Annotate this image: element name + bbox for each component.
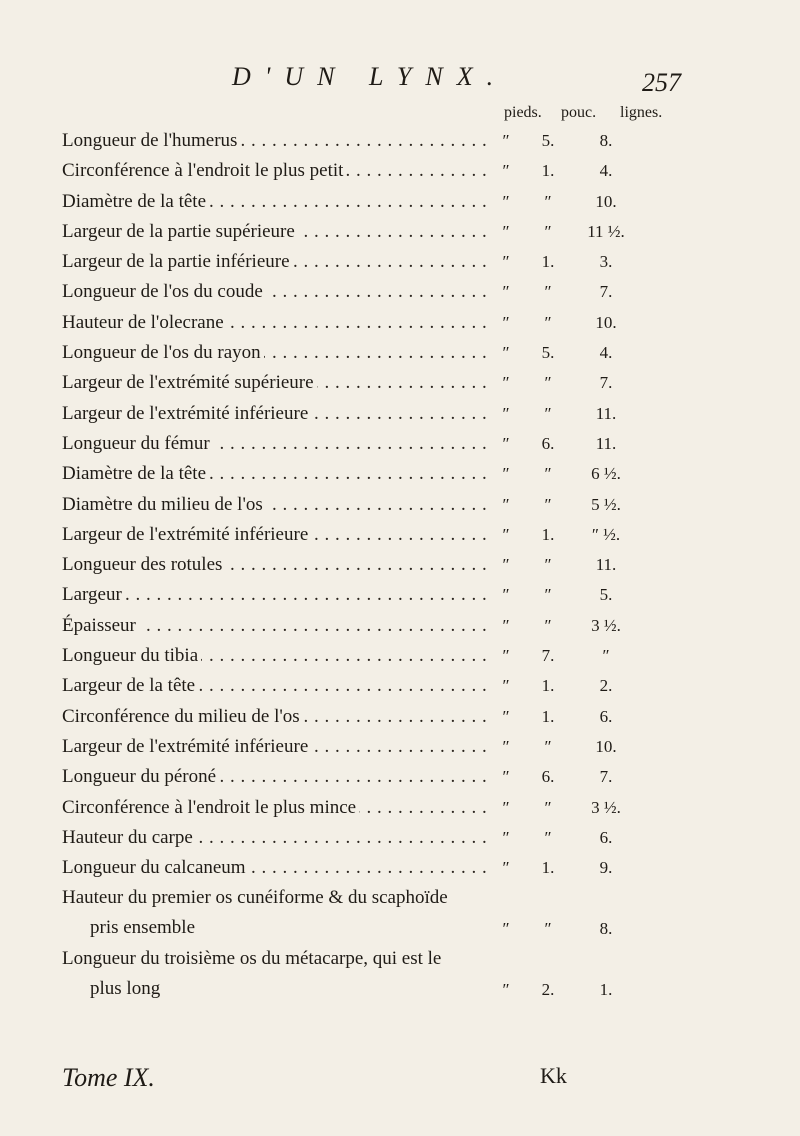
value-lignes: 10.	[595, 736, 617, 756]
value-pouc: 1.	[541, 706, 555, 726]
measurement-label-text: Diamètre de la tête	[62, 463, 209, 484]
measurement-label	[62, 762, 486, 792]
measurement-label-text: Longueur de l'os du coude	[62, 281, 266, 302]
measurement-label	[62, 247, 486, 277]
value-pouc: 6.	[541, 767, 555, 787]
value-pieds: ″	[502, 312, 510, 332]
value-pouc: 1.	[541, 252, 555, 272]
value-lignes: 8.	[599, 919, 613, 939]
measurement-label-text: Circonférence à l'endroit le plus mince	[62, 797, 359, 818]
measurement-label-text: Longueur du péroné	[62, 766, 219, 787]
value-lignes: 6 ½.	[591, 464, 621, 484]
measurement-label	[62, 793, 486, 823]
value-pieds: ″	[502, 676, 510, 696]
value-pieds: ″	[502, 221, 510, 241]
value-pieds: ″	[502, 736, 510, 756]
measurement-label	[62, 399, 486, 429]
measurement-label-text: Hauteur du carpe	[62, 827, 196, 848]
value-pouc: ″	[544, 615, 552, 635]
measurement-label	[62, 308, 486, 338]
measurement-label-text: Circonférence à l'endroit le plus petit	[62, 160, 346, 181]
measurement-label-continuation: pris ensemble	[62, 913, 494, 943]
table-row	[62, 156, 762, 186]
table-row	[62, 399, 762, 429]
value-lignes: 8.	[599, 131, 613, 150]
measurement-label	[62, 187, 486, 217]
value-pouc: ″	[544, 373, 552, 393]
measurement-label-text: Largeur de l'extrémité supérieure	[62, 372, 317, 393]
value-pouc: 1.	[541, 858, 555, 878]
table-row	[62, 217, 762, 247]
value-pieds: ″	[502, 403, 510, 423]
value-pouc: ″	[544, 797, 552, 817]
value-pieds: ″	[502, 555, 510, 575]
measurement-label	[62, 611, 486, 641]
measurement-label-text: Diamètre de la tête	[62, 191, 209, 212]
value-lignes: 5 ½.	[591, 494, 621, 514]
measurement-label	[62, 853, 486, 883]
value-lignes: 10.	[595, 191, 617, 211]
value-lignes: 1.	[599, 980, 613, 1000]
value-pieds: ″	[502, 464, 510, 484]
value-lignes: 3.	[599, 252, 613, 272]
value-pouc: ″	[544, 464, 552, 484]
value-pieds: ″	[502, 585, 510, 605]
value-pieds: ″	[502, 343, 510, 363]
value-pouc: 1.	[541, 161, 555, 181]
value-pouc: 5.	[541, 131, 555, 150]
measurement-label	[62, 368, 486, 398]
table-row	[62, 368, 762, 398]
volume-label: Tome IX.	[62, 1063, 155, 1092]
measurement-label	[62, 217, 486, 247]
measurement-label-continuation: plus long	[62, 974, 494, 1004]
value-pieds: ″	[502, 797, 510, 817]
measurement-label	[62, 580, 486, 610]
value-pieds: ″	[502, 494, 510, 514]
measurement-label-text: Largeur de la partie supérieure	[62, 221, 298, 242]
value-lignes: ″	[602, 646, 610, 666]
value-pouc: 5.	[541, 343, 555, 363]
value-lignes: 11 ½.	[587, 221, 625, 241]
value-lignes: 10.	[595, 312, 617, 332]
value-lignes: 4.	[599, 161, 613, 181]
table-row	[62, 338, 762, 368]
value-pouc: ″	[544, 312, 552, 332]
measurement-label	[62, 823, 486, 853]
value-pieds: ″	[502, 615, 510, 635]
value-lignes: 7.	[599, 767, 613, 787]
measurement-label	[62, 732, 486, 762]
value-pieds: ″	[502, 767, 510, 787]
value-pouc: ″	[544, 221, 552, 241]
signature-mark: Kk	[540, 1063, 567, 1088]
measurement-label-text: Longueur de l'humerus	[62, 130, 240, 151]
running-head-title: D'UN LYNX.	[232, 62, 508, 91]
measurement-label-text: Largeur de l'extrémité inférieure	[62, 736, 311, 757]
measurement-label-text: Largeur de la partie inférieure	[62, 251, 293, 272]
measurement-label-text: Longueur de l'os du rayon	[62, 342, 264, 363]
value-pouc: ″	[544, 494, 552, 514]
value-lignes: 9.	[599, 858, 613, 878]
value-lignes: 2.	[599, 676, 613, 696]
measurement-label	[62, 459, 486, 489]
value-pouc: 1.	[541, 676, 555, 696]
table-row	[62, 671, 762, 701]
measurements-table	[62, 126, 762, 1005]
column-header-lignes: lignes.	[620, 104, 663, 121]
measurement-label-text: Épaisseur	[62, 615, 139, 636]
measurement-label-text: Hauteur du premier os cunéiforme & du scaphoïde	[62, 883, 494, 913]
value-lignes: 11.	[595, 403, 617, 423]
value-lignes: 11.	[595, 433, 617, 453]
table-row	[62, 944, 762, 1005]
measurement-label	[62, 429, 486, 459]
table-row	[62, 187, 762, 217]
measurement-label-text: Largeur	[62, 584, 125, 605]
value-pieds: ″	[502, 252, 510, 272]
value-lignes: 6.	[599, 827, 613, 847]
value-lignes: 7.	[599, 282, 613, 302]
table-row	[62, 247, 762, 277]
measurement-label-text: Longueur des rotules	[62, 554, 225, 575]
value-pieds: ″	[502, 827, 510, 847]
table-row	[62, 580, 762, 610]
value-pouc: ″	[544, 585, 552, 605]
value-pieds: ″	[502, 706, 510, 726]
value-lignes: ″ ½.	[591, 524, 621, 544]
table-row	[62, 853, 762, 883]
value-lignes: 3 ½.	[591, 797, 621, 817]
value-lignes: 6.	[599, 706, 613, 726]
table-row	[62, 429, 762, 459]
value-pouc: ″	[544, 919, 552, 939]
measurement-label-text: Hauteur de l'olecrane	[62, 312, 227, 333]
measurement-label-text: Largeur de l'extrémité inférieure	[62, 403, 311, 424]
value-pieds: ″	[502, 131, 510, 150]
table-row	[62, 702, 762, 732]
value-pieds: ″	[502, 161, 510, 181]
value-pouc: ″	[544, 555, 552, 575]
value-pouc: 7.	[541, 646, 555, 666]
measurement-label-text: Diamètre du milieu de l'os	[62, 494, 266, 515]
measurement-label	[62, 883, 494, 943]
value-pieds: ″	[502, 919, 510, 939]
table-row	[62, 611, 762, 641]
value-pouc: ″	[544, 282, 552, 302]
column-header-pieds: pieds.	[504, 104, 542, 121]
table-row	[62, 126, 762, 156]
measurement-label-text: Circonférence du milieu de l'os	[62, 706, 303, 727]
table-row	[62, 490, 762, 520]
measurement-label	[62, 520, 486, 550]
value-pieds: ″	[502, 858, 510, 878]
measurement-label	[62, 490, 486, 520]
table-row	[62, 641, 762, 671]
table-row	[62, 520, 762, 550]
table-row	[62, 459, 762, 489]
measurement-label	[62, 156, 486, 186]
measurement-label-text: Longueur du troisième os du métacarpe, qui est le	[62, 944, 494, 974]
measurement-label-text: Largeur de l'extrémité inférieure	[62, 524, 311, 545]
value-pieds: ″	[502, 191, 510, 211]
measurement-label	[62, 944, 494, 1004]
measurement-label	[62, 671, 486, 701]
value-pieds: ″	[502, 373, 510, 393]
column-headers	[460, 104, 760, 126]
measurement-label	[62, 550, 486, 580]
value-pouc: ″	[544, 403, 552, 423]
table-row	[62, 277, 762, 307]
table-row	[62, 308, 762, 338]
table-row	[62, 823, 762, 853]
value-pouc: 1.	[541, 524, 555, 544]
value-pouc: 6.	[541, 433, 555, 453]
measurement-label-text: Longueur du fémur	[62, 433, 213, 454]
value-lignes: 5.	[599, 585, 613, 605]
page-number: 257	[642, 68, 681, 97]
value-pieds: ″	[502, 282, 510, 302]
value-lignes: 11.	[595, 555, 617, 575]
value-pouc: ″	[544, 827, 552, 847]
column-header-pouces: pouc.	[561, 104, 597, 121]
value-lignes: 3 ½.	[591, 615, 621, 635]
table-row	[62, 793, 762, 823]
measurement-label	[62, 338, 486, 368]
table-row	[62, 762, 762, 792]
value-lignes: 7.	[599, 373, 613, 393]
value-pieds: ″	[502, 980, 510, 1000]
value-lignes: 4.	[599, 343, 613, 363]
measurement-label-text: Longueur du calcaneum	[62, 857, 249, 878]
value-pouc: ″	[544, 736, 552, 756]
measurement-label	[62, 277, 486, 307]
value-pouc: ″	[544, 191, 552, 211]
value-pieds: ″	[502, 646, 510, 666]
measurement-label	[62, 641, 486, 671]
measurement-label-text: Longueur du tibia	[62, 645, 201, 666]
table-row	[62, 883, 762, 944]
table-row	[62, 732, 762, 762]
measurement-label	[62, 702, 486, 732]
value-pieds: ″	[502, 524, 510, 544]
value-pouc: 2.	[541, 980, 555, 1000]
measurement-label-text: Largeur de la tête	[62, 675, 198, 696]
value-pieds: ″	[502, 433, 510, 453]
table-row	[62, 550, 762, 580]
measurement-label	[62, 126, 486, 156]
